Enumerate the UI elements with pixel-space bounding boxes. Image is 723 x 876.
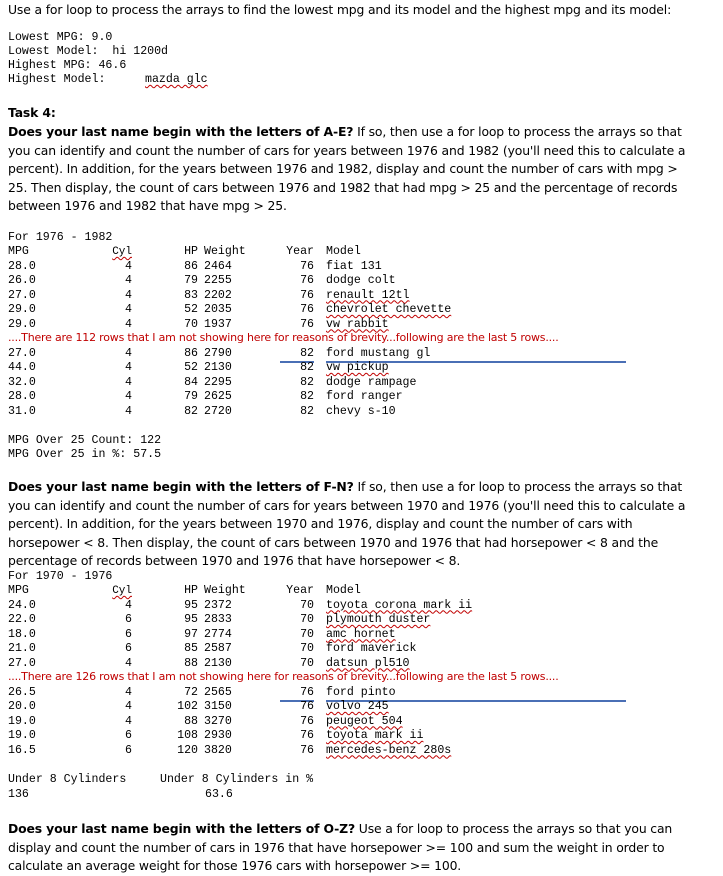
cell-year: 76 xyxy=(300,274,314,287)
cell-model: ford pinto xyxy=(326,686,626,702)
cell-year: 76 xyxy=(300,259,314,273)
header-cyl: Cyl xyxy=(112,585,132,597)
cell-hp: 72 xyxy=(184,685,198,699)
cell-cyl: 4 xyxy=(125,685,132,699)
cell-hp: 88 xyxy=(184,656,198,670)
cell-hp: 52 xyxy=(184,303,198,316)
cell-model: fiat 131 xyxy=(326,259,382,273)
cell-cyl: 4 xyxy=(125,346,132,360)
cell-mpg: 16.5 xyxy=(8,743,36,757)
table-row xyxy=(8,599,708,613)
cell-weight: 3150 xyxy=(204,700,232,713)
cell-model: toyota mark ii xyxy=(326,729,424,742)
fn-range-label: For 1970 - 1976 xyxy=(8,570,113,583)
cell-weight: 2130 xyxy=(204,361,232,374)
cell-hp: 102 xyxy=(177,700,198,713)
fn-body: If so, then use a for loop to process the arrays so that you can identify and count the number of cars for years between 1970 and 1976 (you'll need this to calculate a percent). In addition, for the years between 1970 and 1976, display and count the number of cars with horsepower < 8. Then display, the count of cars between 1970 and 1976 that had horsepower < 8 and the percentage of records between 1970 and 1976 that have horsepower < 8. xyxy=(8,479,686,568)
cell-cyl: 4 xyxy=(125,375,132,389)
cell-mpg: 24.0 xyxy=(8,598,36,612)
cell-year: 76 xyxy=(300,729,314,742)
cell-year: 70 xyxy=(300,642,314,655)
cell-model: ford ranger xyxy=(326,390,403,403)
cell-mpg: 29.0 xyxy=(8,303,36,316)
cell-mpg: 27.0 xyxy=(8,346,36,360)
table-header xyxy=(8,245,708,259)
cell-model: peugeot 504 xyxy=(326,714,403,728)
cell-cyl: 4 xyxy=(125,598,132,612)
header-cyl: Cyl xyxy=(112,246,132,258)
cell-mpg: 26.5 xyxy=(8,685,36,699)
header-weight: Weight xyxy=(204,245,246,258)
cell-weight: 2035 xyxy=(204,303,232,316)
cell-cyl: 4 xyxy=(125,259,132,273)
ae-range-label: For 1976 - 1982 xyxy=(8,231,113,244)
header-model: Model xyxy=(326,245,361,258)
header-year: Year xyxy=(286,245,314,258)
cell-model: vw pickup xyxy=(326,361,389,374)
table-row xyxy=(8,376,708,390)
table-row xyxy=(8,686,708,700)
fn-summary-value-1: 136 xyxy=(8,788,29,801)
cell-hp: 84 xyxy=(184,375,198,389)
intro-text: Use a for loop to process the arrays to find the lowest mpg and its model and the highest mpg and its model: xyxy=(8,2,672,17)
cell-model: plymouth duster xyxy=(326,613,431,626)
task4-title: Task 4: xyxy=(8,105,56,120)
cell-cyl: 4 xyxy=(125,390,132,403)
cell-mpg: 27.0 xyxy=(8,656,36,670)
lowest-model: Lowest Model: hi 1200d xyxy=(8,45,169,58)
table-row xyxy=(8,318,708,332)
cell-hp: 97 xyxy=(184,627,198,641)
header-mpg: MPG xyxy=(8,584,29,597)
highest-mpg: Highest MPG: 46.6 xyxy=(8,59,127,72)
cell-cyl: 6 xyxy=(125,627,132,641)
cell-mpg: 21.0 xyxy=(8,642,36,655)
cell-cyl: 4 xyxy=(125,361,132,374)
cell-mpg: 27.0 xyxy=(8,288,36,302)
cell-hp: 88 xyxy=(184,714,198,728)
table-row xyxy=(8,347,708,361)
cell-weight: 2202 xyxy=(204,288,232,302)
cell-hp: 83 xyxy=(184,288,198,302)
cell-mpg: 29.0 xyxy=(8,317,36,331)
cell-model: chevy s-10 xyxy=(326,404,396,418)
cell-year: 82 xyxy=(300,375,314,389)
cell-year: 82 xyxy=(300,361,314,374)
cell-hp: 82 xyxy=(184,404,198,418)
highest-model-value: mazda glc xyxy=(145,73,208,86)
cell-year: 82 xyxy=(300,390,314,403)
ae-summary-count: MPG Over 25 Count: 122 xyxy=(8,434,162,447)
cell-weight: 2625 xyxy=(204,390,232,403)
cell-mpg: 20.0 xyxy=(8,700,36,713)
cell-cyl: 4 xyxy=(125,404,132,418)
cell-weight: 2790 xyxy=(204,346,232,360)
cell-model: dodge rampage xyxy=(326,375,417,389)
cell-cyl: 6 xyxy=(125,729,132,742)
cell-hp: 70 xyxy=(184,317,198,331)
cell-weight: 3820 xyxy=(204,743,232,757)
table-row xyxy=(8,260,708,274)
fn-lead: Does your last name begin with the letters of F-N? xyxy=(8,479,354,494)
cell-model: renault 12tl xyxy=(326,288,410,302)
cell-year: 76 xyxy=(300,288,314,302)
ae-body: If so, then use a for loop to process the arrays so that you can identify and count the number of cars for years between 1976 and 1982 (you'll need this to calculate a percent). In addition, for the years between 1976 and 1982, display and count the number of cars with mpg > 25. Then display, the count of cars between 1976 and 1982 that had mpg > 25 and the percentage of records between 1976 and 1982 that have mpg > 25. xyxy=(8,124,686,213)
table-row xyxy=(8,303,708,317)
cell-year: 82 xyxy=(300,404,314,418)
cell-cyl: 6 xyxy=(125,642,132,655)
cell-weight: 2720 xyxy=(204,404,232,418)
cell-year: 76 xyxy=(280,686,314,702)
oz-lead: Does your last name begin with the letters of O-Z? xyxy=(8,821,355,836)
cell-model: vw rabbit xyxy=(326,317,389,331)
cell-year: 76 xyxy=(300,743,314,757)
cell-weight: 2774 xyxy=(204,627,232,641)
fn-paragraph xyxy=(8,478,698,571)
table-header xyxy=(8,584,708,598)
table-row xyxy=(8,390,708,404)
oz-paragraph xyxy=(8,820,698,876)
cell-mpg: 28.0 xyxy=(8,390,36,403)
cell-hp: 86 xyxy=(184,259,198,273)
cell-weight: 2833 xyxy=(204,613,232,626)
table-row xyxy=(8,642,708,656)
cell-weight: 3270 xyxy=(204,714,232,728)
oz-body: Use a for loop to process the arrays so that you can display and count the number of cars in 1976 that have horsepower >= 100 and sum the weight in order to calculate an average weight for those 1976 cars with horsepower >= 100. xyxy=(8,821,673,873)
cell-hp: 79 xyxy=(184,274,198,287)
table-row xyxy=(8,657,708,671)
cell-cyl: 4 xyxy=(125,656,132,670)
cell-model: toyota corona mark ii xyxy=(326,598,473,612)
omitted-rows-note: ....There are 126 rows that I am not showing here for reasons of brevity...following are the last 5 rows.... xyxy=(8,670,559,683)
header-year: Year xyxy=(286,584,314,597)
cell-model: dodge colt xyxy=(326,274,396,287)
cell-year: 76 xyxy=(300,700,314,713)
cell-year: 70 xyxy=(300,613,314,626)
cell-hp: 85 xyxy=(184,642,198,655)
cell-year: 70 xyxy=(300,627,314,641)
cell-weight: 2565 xyxy=(204,685,232,699)
lowest-mpg: Lowest MPG: 9.0 xyxy=(8,31,113,44)
cell-mpg: 22.0 xyxy=(8,613,36,626)
cell-weight: 2255 xyxy=(204,274,232,287)
header-mpg: MPG xyxy=(8,245,29,258)
cell-year: 76 xyxy=(300,714,314,728)
table-row xyxy=(8,361,708,375)
ae-lead: Does your last name begin with the letters of A-E? xyxy=(8,124,354,139)
fn-summary-header-2: Under 8 Cylinders in % xyxy=(160,773,314,786)
cell-weight: 2130 xyxy=(204,656,232,670)
table-row xyxy=(8,613,708,627)
header-model: Model xyxy=(326,584,361,597)
header-hp: HP xyxy=(184,584,198,597)
cell-model: amc hornet xyxy=(326,627,396,641)
cell-hp: 79 xyxy=(184,390,198,403)
cell-cyl: 6 xyxy=(125,613,132,626)
ae-summary-percent: MPG Over 25 in %: 57.5 xyxy=(8,448,162,461)
cell-mpg: 28.0 xyxy=(8,259,36,273)
cell-hp: 108 xyxy=(177,729,198,742)
table-row xyxy=(8,274,708,288)
cell-hp: 95 xyxy=(184,613,198,626)
cell-cyl: 6 xyxy=(125,743,132,757)
cell-year: 76 xyxy=(300,303,314,316)
cell-cyl: 4 xyxy=(125,700,132,713)
table-row xyxy=(8,729,708,743)
highest-model-label: Highest Model: xyxy=(8,73,106,86)
fn-summary-value-2: 63.6 xyxy=(205,788,233,801)
cell-mpg: 19.0 xyxy=(8,714,36,728)
cell-model: datsun pl510 xyxy=(326,656,410,670)
header-hp: HP xyxy=(184,245,198,258)
table-row xyxy=(8,405,708,419)
cell-mpg: 26.0 xyxy=(8,274,36,287)
cell-mpg: 44.0 xyxy=(8,361,36,374)
cell-weight: 1937 xyxy=(204,317,232,331)
cell-model: chevrolet chevette xyxy=(326,303,452,316)
cell-cyl: 4 xyxy=(125,303,132,316)
cell-year: 70 xyxy=(300,656,314,670)
cell-cyl: 4 xyxy=(125,714,132,728)
cell-mpg: 32.0 xyxy=(8,375,36,389)
cell-weight: 2464 xyxy=(204,259,232,273)
table-row xyxy=(8,700,708,714)
cell-model: mercedes-benz 280s xyxy=(326,743,452,757)
cell-cyl: 4 xyxy=(125,317,132,331)
cell-mpg: 18.0 xyxy=(8,627,36,641)
table-row xyxy=(8,715,708,729)
cell-model: ford maverick xyxy=(326,642,417,655)
cell-mpg: 31.0 xyxy=(8,404,36,418)
table-row xyxy=(8,628,708,642)
cell-hp: 120 xyxy=(177,743,198,757)
cell-year: 70 xyxy=(300,598,314,612)
cell-cyl: 4 xyxy=(125,288,132,302)
cell-hp: 52 xyxy=(184,361,198,374)
table-row xyxy=(8,744,708,758)
ae-paragraph xyxy=(8,123,698,216)
cell-cyl: 4 xyxy=(125,274,132,287)
cell-model: volvo 245 xyxy=(326,700,389,713)
cell-model: ford mustang gl xyxy=(326,347,626,363)
cell-year: 76 xyxy=(300,317,314,331)
cell-weight: 2372 xyxy=(204,598,232,612)
cell-weight: 2930 xyxy=(204,729,232,742)
fn-summary-header-1: Under 8 Cylinders xyxy=(8,773,127,786)
cell-year: 82 xyxy=(280,347,314,363)
header-weight: Weight xyxy=(204,584,246,597)
cell-hp: 95 xyxy=(184,598,198,612)
omitted-rows-note: ....There are 112 rows that I am not showing here for reasons of brevity...following are the last 5 rows.... xyxy=(8,331,559,344)
cell-hp: 86 xyxy=(184,346,198,360)
cell-weight: 2295 xyxy=(204,375,232,389)
cell-mpg: 19.0 xyxy=(8,729,36,742)
cell-weight: 2587 xyxy=(204,642,232,655)
table-row xyxy=(8,289,708,303)
